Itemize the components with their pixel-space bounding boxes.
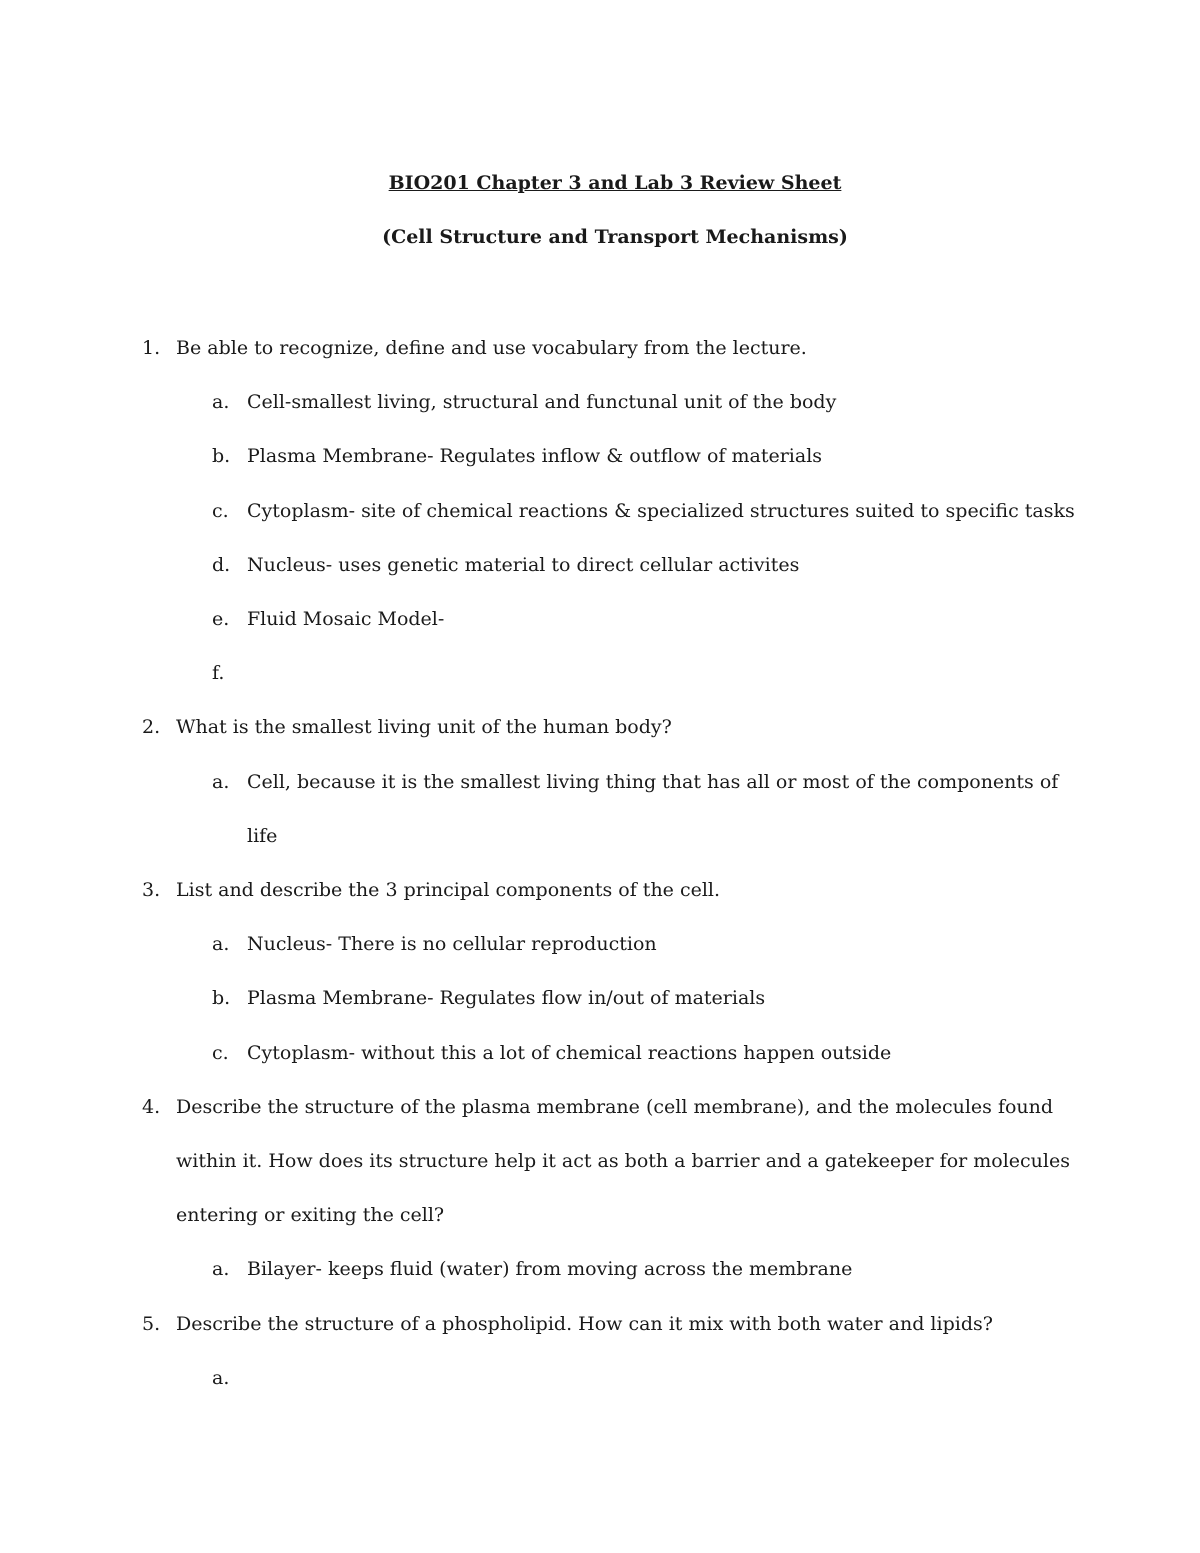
answer-letter: f.: [212, 662, 225, 684]
answer-letter: a.: [212, 933, 230, 955]
answer-text: Plasma Membrane- Regulates flow in/out of materials: [247, 987, 766, 1009]
answer-letter: a.: [212, 1367, 230, 1389]
question-number: 2.: [142, 716, 161, 738]
answer-text: Bilayer- keeps fluid (water) from moving across the membrane: [247, 1258, 853, 1280]
answer-text: Cytoplasm- without this a lot of chemical reactions happen outside: [247, 1042, 892, 1064]
question-text: within it. How does its structure help it act as both a barrier and a gatekeeper for molecules: [176, 1150, 1070, 1172]
question-number: 5.: [142, 1313, 161, 1335]
question-text: What is the smallest living unit of the human body?: [176, 716, 672, 738]
answer-letter: b.: [212, 987, 231, 1009]
answer-letter: a.: [212, 1258, 230, 1280]
page-title: BIO201 Chapter 3 and Lab 3 Review Sheet: [388, 172, 842, 194]
answer-text: Nucleus- uses genetic material to direct cellular activites: [247, 554, 800, 576]
question-text: Describe the structure of the plasma membrane (cell membrane), and the molecules found: [176, 1096, 1054, 1118]
question-text: Be able to recognize, define and use vocabulary from the lecture.: [176, 337, 807, 359]
answer-text: life: [247, 825, 278, 847]
answer-letter: c.: [212, 1042, 229, 1064]
question-text: List and describe the 3 principal components of the cell.: [176, 879, 721, 901]
question-number: 3.: [142, 879, 161, 901]
answer-text: Cell, because it is the smallest living thing that has all or most of the components of: [247, 771, 1059, 793]
answer-text: Cytoplasm- site of chemical reactions & specialized structures suited to specific tasks: [247, 500, 1075, 522]
answer-letter: c.: [212, 500, 229, 522]
answer-letter: a.: [212, 391, 230, 413]
answer-text: Plasma Membrane- Regulates inflow & outflow of materials: [247, 445, 823, 467]
answer-letter: d.: [212, 554, 231, 576]
answer-text: Fluid Mosaic Model-: [247, 608, 445, 630]
answer-letter: b.: [212, 445, 231, 467]
answer-text: Cell-smallest living, structural and functunal unit of the body: [247, 391, 837, 413]
question-number: 4.: [142, 1096, 161, 1118]
answer-letter: e.: [212, 608, 230, 630]
page-subtitle: (Cell Structure and Transport Mechanisms): [382, 226, 848, 248]
answer-text: Nucleus- There is no cellular reproduction: [247, 933, 657, 955]
question-text: entering or exiting the cell?: [176, 1204, 445, 1226]
answer-letter: a.: [212, 771, 230, 793]
question-text: Describe the structure of a phospholipid. How can it mix with both water and lipids?: [176, 1313, 993, 1335]
question-number: 1.: [142, 337, 161, 359]
